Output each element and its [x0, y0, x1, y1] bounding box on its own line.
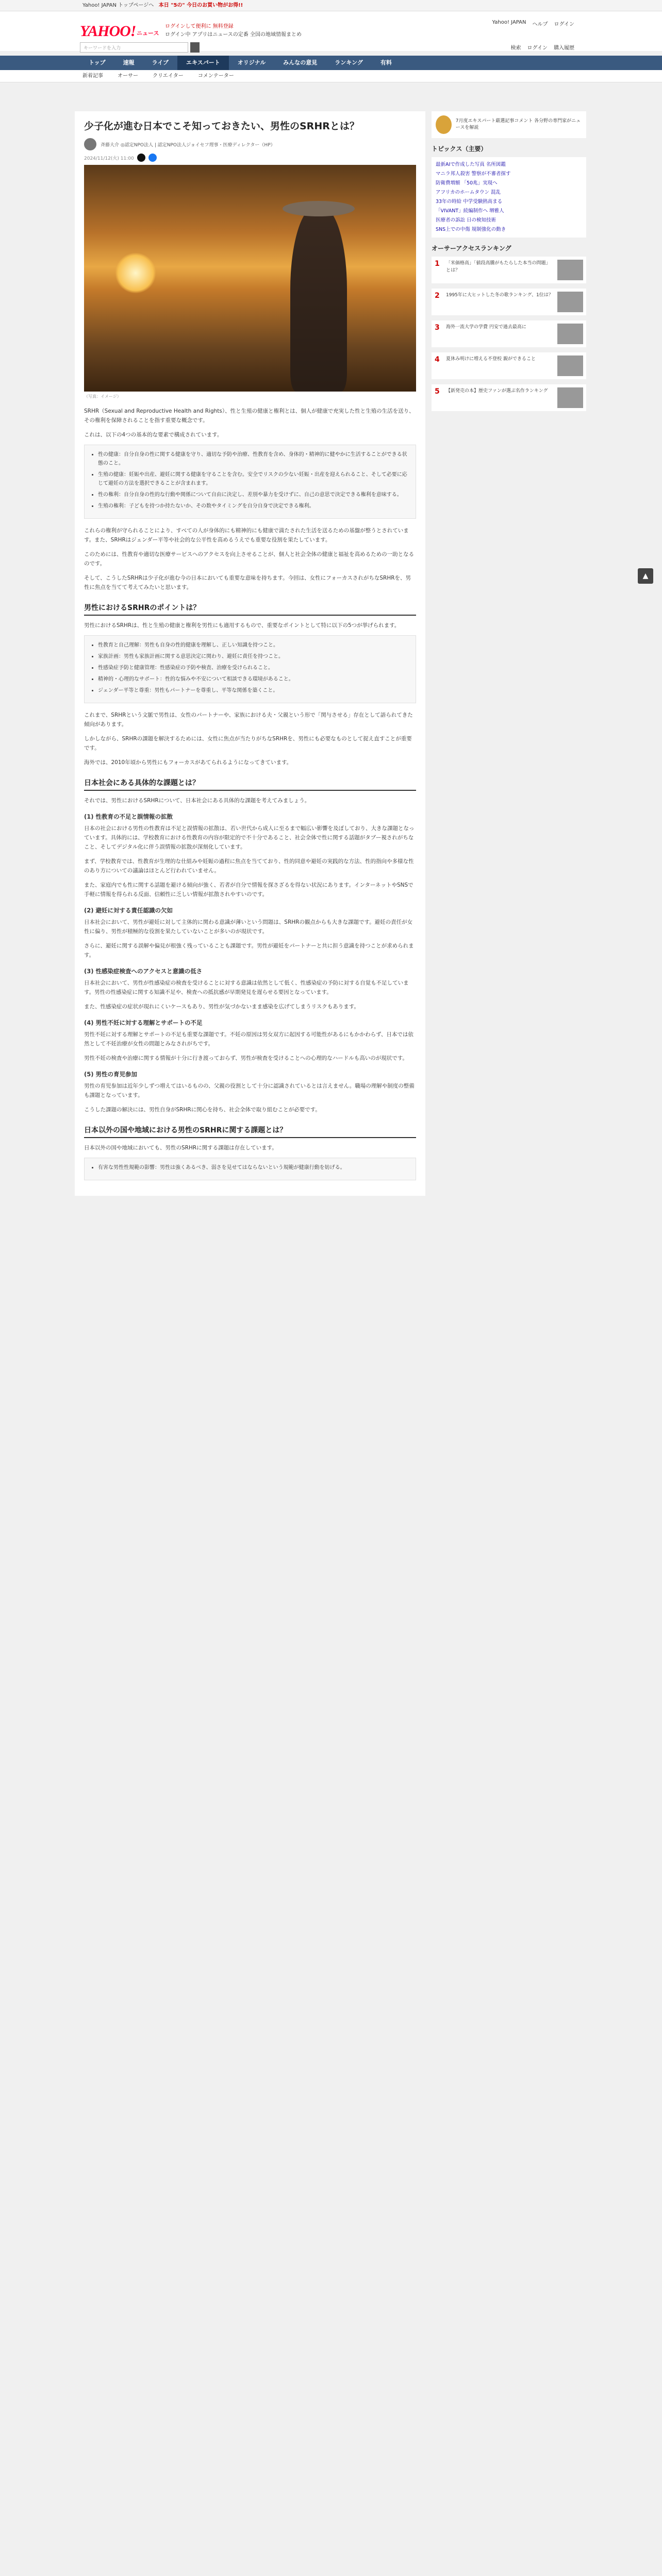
- nav-paid[interactable]: 有料: [380, 59, 392, 66]
- ranking-item[interactable]: [432, 384, 586, 411]
- yahoo-japan-link[interactable]: Yahoo! JAPAN: [492, 20, 526, 25]
- topic-link[interactable]: マニラ邦人殺害 警察が不審者探す: [436, 171, 511, 177]
- login-link[interactable]: ログイン: [554, 22, 574, 27]
- arrow-up-icon[interactable]: ▲: [638, 568, 653, 584]
- paragraph: これまで、SRHRという文脈で男性は、女性のパートナーや、家族における夫・父親という形で「関与させる」存在として語られてきた傾向があります。: [84, 712, 413, 727]
- article-date-row: [84, 154, 416, 162]
- header-secondary-links: [511, 43, 575, 51]
- rank-title: 【新発売の本】歴史ファンが選ぶ名作ランキング: [446, 388, 548, 394]
- ranking-item[interactable]: [432, 352, 586, 379]
- paragraph: そして、こうしたSRHRは少子化が進む今の日本においても重要な意味を持ちます。今回は、女性にフォーカスされがちなSRHRを、男性に焦点を当てて考えてみたいと思います。: [84, 575, 411, 590]
- paragraph: さらに、避妊に関する誤解や偏見が根強く残っていることも課題です。男性が避妊をパートナーと共に担う意識を持つことが求められます。: [84, 943, 414, 958]
- article-title: 少子化が進む日本でこそ知っておきたい、男性のSRHRとは？: [84, 121, 359, 132]
- rank-title: 1995年に大ヒットした冬の歌ランキング、1位は？: [446, 293, 553, 298]
- rank-title: 夏休み明けに増える不登校 親ができること: [446, 357, 536, 362]
- topbar-alert[interactable]: 本日 "5の" 今日のお買い物がお得!!: [158, 3, 243, 8]
- login-link-2[interactable]: ログイン: [527, 45, 548, 51]
- paragraph: 海外では、2010年頃から男性にもフォーカスがあてられるようになってきています。: [84, 759, 292, 766]
- paragraph: 日本社会において、男性が避妊に対して主体的に関わる意識が薄いという問題は、SRHRの観点からも大きな課題です。避妊の責任が女性に偏り、男性が積極的な役割を果たしていないことが多いのが現状です。: [84, 919, 413, 935]
- author-info: [84, 138, 416, 150]
- list-item: • 性の権利：自分自身の性的な行動や関係について自由に決定し、差別や暴力を受けずに、自己の意思で決定できる権利を意味する。: [98, 490, 408, 499]
- list-item: • 生殖の健康：妊娠や出産、避妊に関する健康を守ることを含む。安全でリスクの少ない妊娠・出産を迎えられること、そして必要に応じて避妊の方法を選択できることが含まれます。: [98, 470, 408, 488]
- rank-title: 海外一流大学の学費 円安で過去最高に: [446, 325, 526, 330]
- paragraph: こうした課題の解決には、男性自身がSRHRに関心を持ち、社会全体で取り組むことが必要です。: [84, 1107, 321, 1113]
- paragraph: これは、以下の4つの基本的な要素で構成されています。: [84, 432, 223, 438]
- article-date: 2024/11/12(火) 11:00: [84, 156, 134, 161]
- yahoo-logo[interactable]: YAHOO!: [80, 23, 136, 40]
- list-item: • ジェンダー平等と尊重：男性もパートナーを尊重し、平等な関係を築くこと。: [98, 686, 408, 695]
- subnav-new[interactable]: 新着記事: [82, 73, 103, 79]
- paragraph: また、家庭内でも性に関する話題を避ける傾向が強く、若者が自分で情報を探さざるを得ない状況にあります。インターネットやSNSで手軽に情報を得られる反面、信頼性に乏しい情報が拡散されやすいのです。: [84, 882, 413, 897]
- paragraph: 日本以外の国や地域においても、男性のSRHRに関する課題は存在しています。: [84, 1145, 277, 1151]
- paragraph: 日本社会において、男性が性感染症の検査を受けることに対する意識は依然として低く、性感染症の予防に対する自覚も不足しています。男性の性感染症に関する知識不足や、検査への抵抗感が早期発見を遅らせる要因となっています。: [84, 980, 409, 995]
- site-header: [0, 11, 662, 52]
- list-item: • 家族計画：男性も家族計画に関する意思決定に関わり、避妊に責任を持つこと。: [98, 652, 408, 661]
- subsection-heading: (3) 性感染症検査へのアクセスと意識の低さ: [84, 968, 203, 975]
- sidebar: [432, 111, 586, 416]
- subnav-creator[interactable]: クリエイター: [153, 73, 184, 79]
- search-link[interactable]: 検索: [510, 45, 521, 51]
- ranking-heading: オーサーアクセスランキング: [432, 245, 511, 252]
- topic-link[interactable]: 最新AIで作成した写真 名所図鑑: [436, 162, 506, 167]
- expert-banner-text: 7月度エキスパート厳選記事コメント 各分野の専門家がニュースを解説: [455, 118, 581, 130]
- ranking-item[interactable]: [432, 257, 586, 283]
- author-name[interactable]: 斉藤大介 ◎認定NPO法人 | 認定NPO法人ジョイセフ理事・医療ディレクター（HP）: [101, 142, 275, 148]
- photo-caption: （写真：イメージ）: [84, 394, 121, 399]
- purchase-history-link[interactable]: 購入履歴: [554, 45, 574, 51]
- nav-ranking[interactable]: ランキング: [335, 59, 363, 66]
- hat-shape: [283, 201, 355, 216]
- sub-nav: [0, 70, 662, 82]
- rank-number: 2: [435, 292, 440, 300]
- topic-link[interactable]: 医療者の訴訟 日の検知技術: [436, 217, 496, 223]
- nav-original[interactable]: オリジナル: [237, 59, 266, 66]
- ranking-item[interactable]: [432, 320, 586, 347]
- paragraph: 男性不妊に対する理解とサポートの不足も重要な課題です。不妊の原因は男女双方に起因する可能性があるにもかかわらず、日本では依然として不妊治療が女性の問題とみなされがちです。: [84, 1031, 413, 1047]
- list-item: • 生殖の権利：子どもを持つか持たないか、その数やタイミングを自分自身で決定できる権利。: [98, 502, 408, 511]
- header-message-line1[interactable]: ログインして便利に 無料登録: [165, 24, 234, 29]
- nav-top[interactable]: トップ: [89, 59, 106, 66]
- nav-live[interactable]: ライブ: [152, 59, 169, 66]
- topic-link[interactable]: 防衛費増額 「50兆」実現へ: [436, 180, 498, 186]
- x-share-icon[interactable]: [137, 154, 145, 162]
- topic-link[interactable]: アフリカのホームタウン 混乱: [436, 190, 501, 195]
- global-nav: [0, 56, 662, 70]
- paragraph: それでは、男性におけるSRHRについて、日本社会にある具体的な課題を考えてみましょう。: [84, 798, 310, 804]
- rank-thumbnail: [557, 387, 583, 408]
- search-icon[interactable]: [190, 42, 200, 53]
- paragraph: 男性におけるSRHRは、性と生殖の健康と権利を男性にも適用するもので、重要なポイントとして特に以下の5つが挙げられます。: [84, 622, 400, 629]
- list-item: • 性感染症予防と健康管理：性感染症の予防や検査、治療を受けられること。: [98, 664, 408, 672]
- news-logo-label[interactable]: ニュース: [137, 30, 159, 37]
- subnav-author[interactable]: オーサー: [118, 73, 138, 79]
- avatar[interactable]: [84, 138, 96, 150]
- subsection-heading: (2) 避妊に対する責任認識の欠如: [84, 907, 173, 914]
- male-srhr-points-box: [84, 635, 416, 703]
- rank-thumbnail: [557, 355, 583, 376]
- nav-opinion[interactable]: みんなの意見: [283, 59, 318, 66]
- srhr-elements-box: [84, 445, 416, 519]
- section-heading: 男性におけるSRHRのポイントは？: [84, 602, 416, 616]
- rank-thumbnail: [557, 324, 583, 344]
- rank-number: 5: [435, 387, 440, 396]
- subnav-commentator[interactable]: コメンテーター: [197, 73, 234, 79]
- header-message: [165, 23, 302, 39]
- topbar-link[interactable]: Yahoo! JAPAN トップページへ: [82, 3, 154, 8]
- expert-badge-icon: [436, 115, 452, 134]
- rank-thumbnail: [557, 260, 583, 280]
- list-item: • 精神的・心理的なサポート：性的な悩みや不安について相談できる環境があること。: [98, 675, 408, 684]
- subsection-heading: (1) 性教育の不足と誤情報の拡散: [84, 813, 173, 820]
- paragraph: まず、学校教育では、性教育が生理的な仕組みや妊娠の過程に焦点を当てており、性的同意や避妊の実践的な方法、性的指向や多様な性のあり方についての議論はほとんど行われていません。: [84, 858, 414, 874]
- section-heading: 日本以外の国や地域における男性のSRHRに関する課題とは？: [84, 1125, 416, 1138]
- list-item: • 性教育と自己理解：男性も自身の性的健康を理解し、正しい知識を持つこと。: [98, 641, 408, 650]
- nav-breaking[interactable]: 速報: [123, 59, 135, 66]
- paragraph: 男性不妊の検査や治療に関する情報が十分に行き渡っておらず、男性が検査を受けることへの心理的なハードルも高いのが現状です。: [84, 1055, 408, 1061]
- paragraph: しかしながら、SRHRの課題を解決するためには、女性に焦点が当たりがちなSRHRを、男性にも必要なものとして捉え直すことが重要です。: [84, 736, 412, 751]
- topic-link[interactable]: SNS上での中傷 規制強化の動き: [436, 227, 506, 232]
- topic-link[interactable]: 「VIVANT」続編制作へ 堺雅人: [436, 208, 504, 214]
- paragraph: このためには、性教育や適切な医療サービスへのアクセスを向上させることが、個人と社会全体の健康と福祉を高めるための一助となるのです。: [84, 551, 415, 567]
- sun-glow: [115, 252, 156, 294]
- paragraph: 男性の育児参加は近年少しずつ増えてはいるものの、父親の役割として十分に認識されているとは言えません。職場の理解や制度の整備も課題となっています。: [84, 1083, 415, 1098]
- rank-number: 3: [435, 324, 440, 332]
- rank-number: 4: [435, 355, 440, 364]
- article-photo: [84, 165, 416, 392]
- top-utility-bar: [0, 0, 662, 11]
- paragraph: SRHR（Sexual and Reproductive Health and Rights）、性と生殖の健康と権利とは、個人が健康で充実した性と生殖の生活を送り、その権利を保障されることを指す重要な概念です。: [84, 408, 415, 423]
- search-input[interactable]: キーワードを入力: [80, 42, 188, 53]
- man-silhouette: [290, 206, 347, 392]
- facebook-share-icon[interactable]: [148, 154, 157, 162]
- list-item: • 有害な男性性規範の影響：男性は強くあるべき、弱さを見せてはならないという規範が健康行動を妨げる。: [98, 1163, 408, 1172]
- list-item: • 性の健康：自分自身の性に関する健康を守り、適切な予防や治療、性教育を含め、身体的・精神的に健やかに生活することができる状態のこと。: [98, 450, 408, 468]
- header-right-links: [492, 20, 574, 27]
- paragraph: また、性感染症の症状が現れにくいケースもあり、男性が気づかないまま感染を広げてしまうリスクもあります。: [84, 1004, 359, 1010]
- section-heading: 日本社会にある具体的な課題とは？: [84, 777, 416, 791]
- ranking-item[interactable]: [432, 289, 586, 315]
- search-area: [80, 42, 188, 53]
- rank-thumbnail: [557, 292, 583, 312]
- topic-link[interactable]: 33年の時給 中学受験熱高まる: [436, 199, 503, 205]
- paragraph: 日本の社会における男性の性教育は不足と誤情報の拡散は、若い世代から成人に至るまで幅広い影響を及ぼしており、大きな課題となっています。具体的には、学校教育における性教育の内容が限定的で不十分であること、社会全体で性に関する話題がタブー視されがちなこと、そしてデジタル化に伴う誤情報の拡散が深刻化しています。: [84, 825, 415, 850]
- subsection-heading: (4) 男性不妊に対する理解とサポートの不足: [84, 1019, 203, 1026]
- expert-banner[interactable]: [432, 111, 586, 138]
- nav-expert[interactable]: エキスパート: [177, 56, 229, 70]
- subsection-heading: (5) 男性の育児参加: [84, 1071, 138, 1078]
- article-main: [75, 111, 425, 1196]
- help-link[interactable]: ヘルプ: [532, 22, 548, 27]
- header-message-line2[interactable]: ログイン中 アプリはニュースの定番 全国の地域情報まとめ: [165, 32, 302, 38]
- topics-heading: トピックス（主要）: [432, 145, 487, 152]
- topics-list: [432, 157, 586, 238]
- rank-number: 1: [435, 260, 440, 268]
- paragraph: これらの権利が守られることにより、すべての人が身体的にも精神的にも健康で満たされた生活を送るための基盤が整うとされています。また、SRHRはジェンダー平等や社会的な公平性を高めるうえでも重要な役割を果たしています。: [84, 528, 409, 543]
- overseas-issues-box: [84, 1158, 416, 1180]
- rank-title: 「米価格高」「値段高騰がもたらした本当の問題」とは？: [446, 261, 551, 273]
